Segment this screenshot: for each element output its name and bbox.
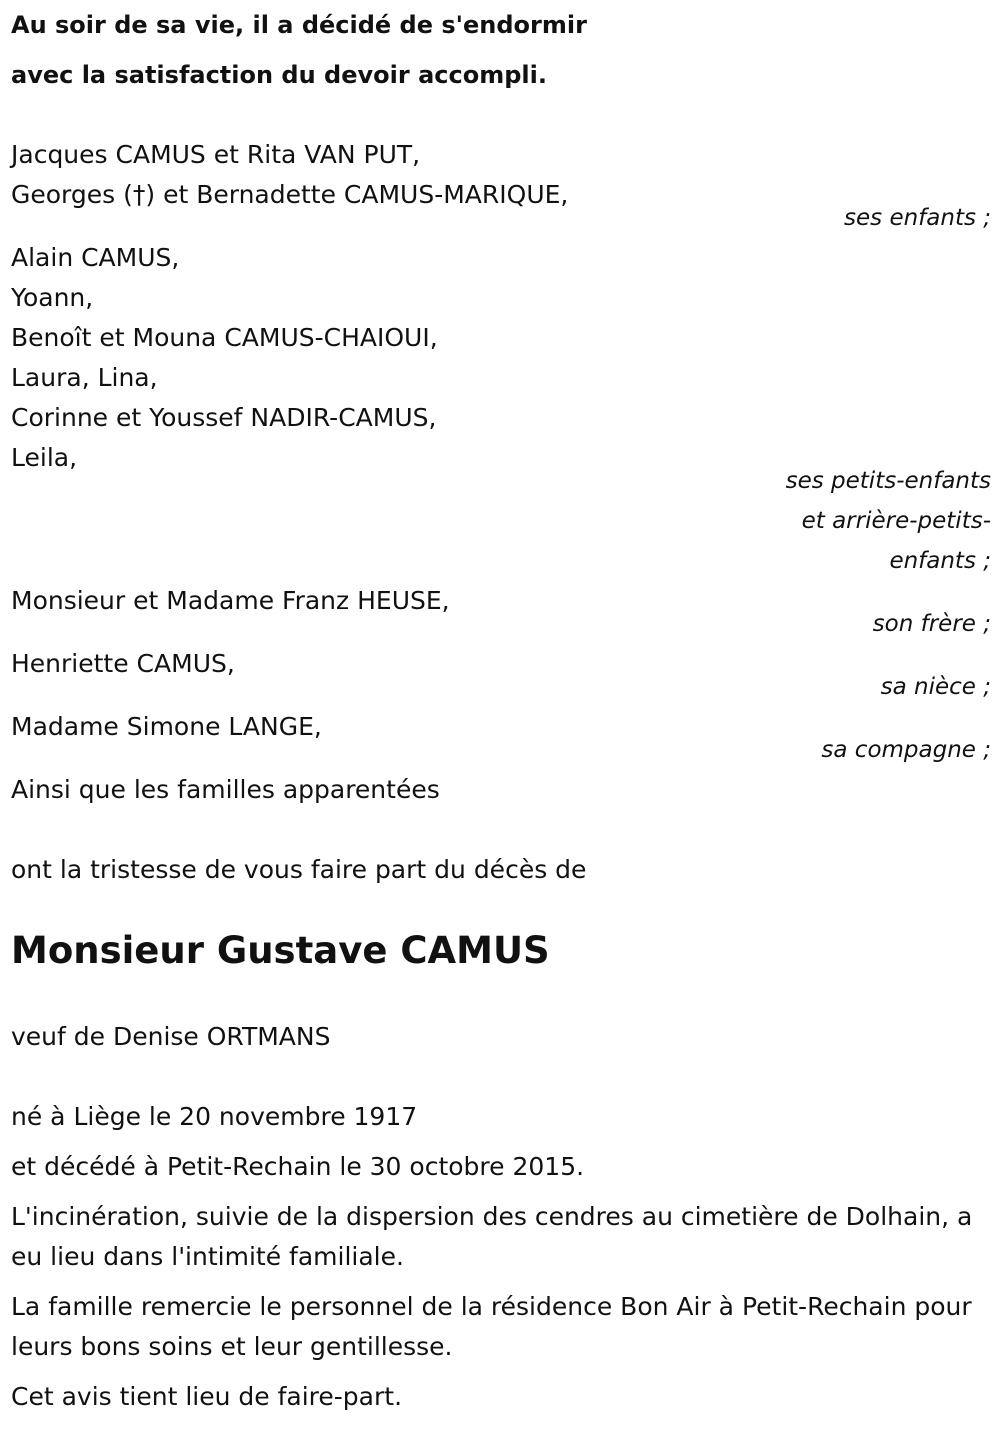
- grandchild-line-3: Benoît et Mouna CAMUS-CHAIOUI,: [11, 323, 438, 352]
- niece-role: sa nièce ;: [880, 674, 991, 700]
- grandchild-line-1: Alain CAMUS,: [11, 243, 180, 272]
- grandchild-line-4: Laura, Lina,: [11, 363, 158, 392]
- grandchildren-role-line-3: enfants ;: [889, 548, 991, 574]
- announcement-line: ont la tristesse de vous faire part du décès de: [11, 855, 587, 884]
- grandchildren-role-line-1: ses petits-enfants: [785, 468, 991, 494]
- birth-line: né à Liège le 20 novembre 1917: [11, 1102, 418, 1131]
- companion-name: Madame Simone LANGE,: [11, 712, 322, 741]
- grandchild-line-5: Corinne et Youssef NADIR-CAMUS,: [11, 403, 437, 432]
- intro-line-2: avec la satisfaction du devoir accompli.: [11, 61, 547, 89]
- grandchild-line-6: Leila,: [11, 443, 78, 472]
- intro-line-1: Au soir de sa vie, il a décidé de s'endormir: [11, 11, 587, 39]
- companion-role: sa compagne ;: [821, 737, 991, 763]
- child-line-1: Jacques CAMUS et Rita VAN PUT,: [11, 140, 421, 169]
- thanks-paragraph: La famille remercie le personnel de la résidence Bon Air à Petit-Rechain pour leurs bons soins et leur gentillesse.: [11, 1292, 972, 1361]
- grandchild-line-2: Yoann,: [11, 283, 94, 312]
- brother-name: Monsieur et Madame Franz HEUSE,: [11, 586, 450, 615]
- families-line: Ainsi que les familles apparentées: [11, 775, 440, 804]
- children-role: ses enfants ;: [844, 205, 991, 231]
- brother-role: son frère ;: [872, 611, 991, 637]
- child-line-2: Georges (†) et Bernadette CAMUS-MARIQUE,: [11, 180, 569, 209]
- death-line: et décédé à Petit-Rechain le 30 octobre 2015.: [11, 1152, 585, 1181]
- deceased-name: Monsieur Gustave CAMUS: [11, 929, 550, 972]
- notice-paragraph: Cet avis tient lieu de faire-part.: [11, 1382, 403, 1411]
- widower-line: veuf de Denise ORTMANS: [11, 1022, 331, 1051]
- niece-name: Henriette CAMUS,: [11, 649, 235, 678]
- grandchildren-role-line-2: et arrière-petits-: [801, 508, 991, 534]
- cremation-paragraph: L'incinération, suivie de la dispersion des cendres au cimetière de Dolhain, a eu lieu dans l'intimité familiale.: [11, 1202, 973, 1271]
